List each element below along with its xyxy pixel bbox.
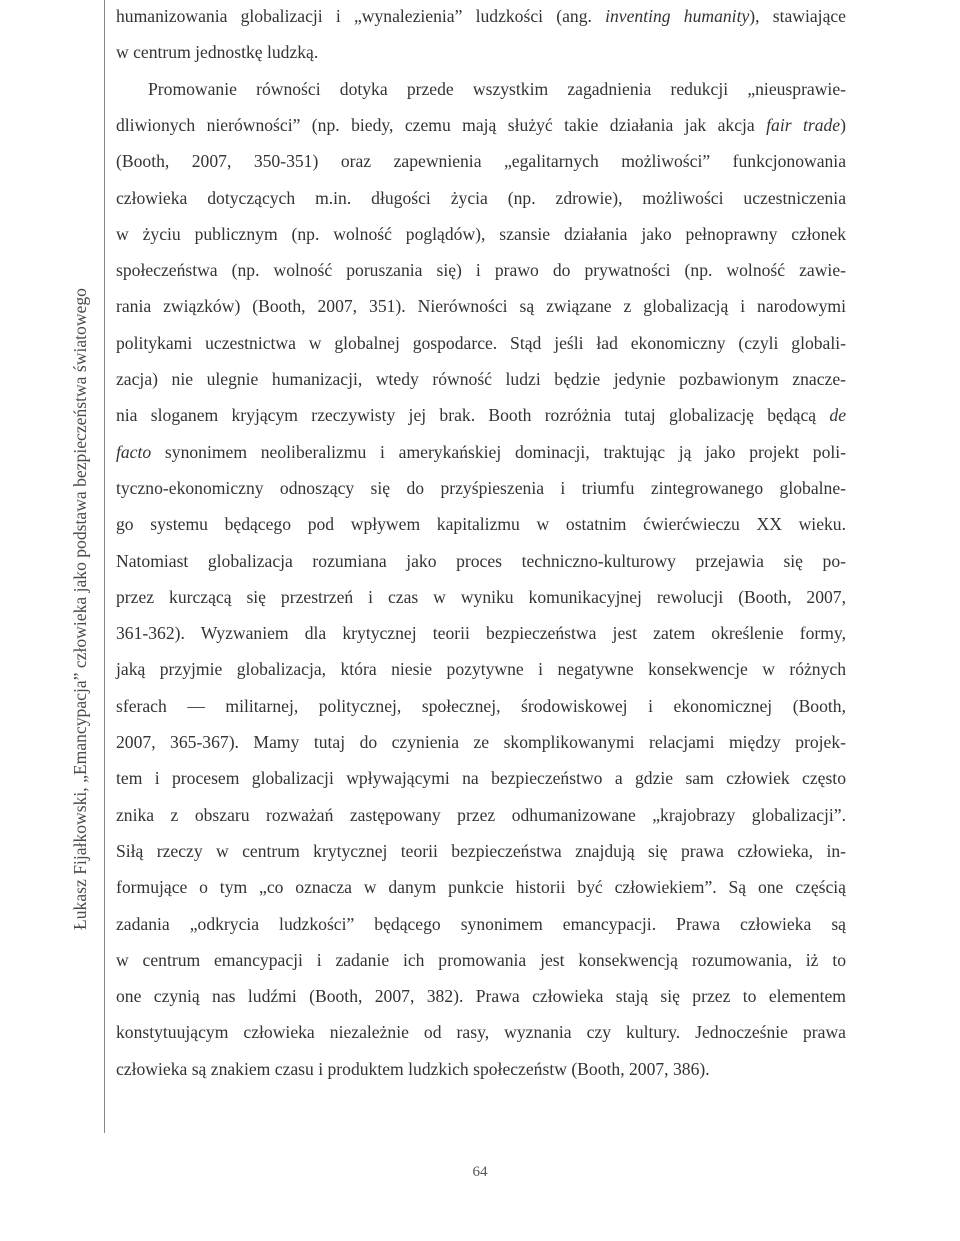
- text-line: [116, 547, 846, 575]
- text-line: [116, 438, 846, 466]
- text-line: [116, 75, 846, 103]
- text-line: [116, 256, 846, 284]
- text-run: rania związków) (Booth, 2007, 351). Nierówności są związane z globalizacją i narodowymi: [116, 296, 846, 317]
- text-line: [116, 764, 846, 792]
- text-run: humanizowania globalizacji i „wynalezienia” ludzkości (ang.: [116, 6, 606, 26]
- text-line: [116, 510, 846, 538]
- text-line: [116, 1018, 846, 1046]
- running-header: Łukasz Fijałkowski, „Emancypacja” człowieka jako podstawa bezpieczeństwa światowego: [70, 288, 90, 930]
- text-run: go systemu będącego pod wpływem kapitalizmu w ostatnim ćwierćwieczu XX wieku.: [116, 514, 846, 535]
- text-run: Promowanie równości dotyka przede wszystkim zagadnienia redukcji „nieusprawie-: [148, 78, 846, 99]
- text-line: [116, 801, 846, 829]
- text-run: w życiu publicznym (np. wolność poglądów), szansie działania jako pełnoprawny członek: [116, 223, 846, 244]
- text-run: nia sloganem kryjącym rzeczywisty jej brak. Booth rozróżnia tutaj globalizację będącą: [116, 405, 830, 426]
- text-run: człowieka są znakiem czasu i produktem ludzkich społeczeństw (Booth, 2007, 386).: [116, 1058, 710, 1079]
- text-run: 361-362). Wyzwaniem dla krytycznej teorii bezpieczeństwa jest zatem określenie formy,: [116, 623, 846, 644]
- text-line: [116, 2, 846, 30]
- text-run: ): [840, 114, 846, 135]
- text-line: [116, 401, 846, 429]
- text-run: ), stawiające: [749, 6, 846, 26]
- text-line: [116, 365, 846, 393]
- text-line: [116, 220, 846, 248]
- text-run: synonimem neoliberalizmu i amerykańskiej dominacji, traktując ją jako projekt poli-: [151, 441, 846, 462]
- italic-text: de: [829, 405, 846, 426]
- text-run: w centrum emancypacji i zadanie ich promowania jest konsekwencją rozumowania, iż to: [116, 949, 846, 970]
- italic-text: fair trade: [766, 114, 841, 135]
- text-line: [116, 474, 846, 502]
- text-run: sferach — militarnej, politycznej, społecznej, środowiskowej i ekonomicznej (Booth,: [116, 695, 846, 716]
- text-run: człowieka dotyczących m.in. długości życia (np. zdrowie), możliwości uczestniczenia: [116, 187, 846, 208]
- text-run: dliwionych nierówności” (np. biedy, czemu mają służyć takie działania jak akcja: [116, 114, 767, 135]
- text-run: w centrum jednostkę ludzką.: [116, 42, 319, 63]
- text-line: [116, 38, 846, 66]
- text-run: tem i procesem globalizacji wpływającymi na bezpieczeństwo a gdzie sam człowiek często: [116, 768, 846, 789]
- text-line: [116, 982, 846, 1010]
- text-run: formujące o tym „co oznacza w danym punkcie historii być człowiekiem”. Są one częścią: [116, 877, 846, 898]
- text-run: (Booth, 2007, 350-351) oraz zapewnienia „egalitarnych możliwości” funkcjonowania: [116, 151, 846, 172]
- text-line: [116, 329, 846, 357]
- text-run: przez kurczącą się przestrzeń i czas w wyniku komunikacyjnej rewolucji (Booth, 2007,: [116, 586, 846, 607]
- text-run: konstytuującym człowieka niezależnie od rasy, wyznania czy kultury. Jednocześnie prawa: [116, 1022, 846, 1043]
- text-line: [116, 655, 846, 683]
- text-line: [116, 583, 846, 611]
- text-line: [116, 837, 846, 865]
- text-line: [116, 1055, 846, 1083]
- text-run: zacja) nie ulegnie humanizacji, wtedy równość ludzi będzie jedynie pozbawionym znacze-: [116, 369, 846, 389]
- text-line: [116, 147, 846, 175]
- text-run: tyczno-ekonomiczny odnoszący się do przyśpieszenia i triumfu zintegrowanego globalne-: [116, 477, 846, 498]
- text-run: społeczeństwa (np. wolność poruszania się) i prawo do prywatności (np. wolność zawie-: [116, 260, 846, 281]
- italic-text: facto: [116, 441, 152, 462]
- text-run: 2007, 365-367). Mamy tutaj do czynienia ze skomplikowanymi relacjami między projek-: [116, 732, 846, 752]
- text-line: [116, 873, 846, 901]
- text-line: [116, 910, 846, 938]
- text-line: [116, 111, 846, 139]
- text-run: zadania „odkrycia ludzkości” będącego synonimem emancypacji. Prawa człowieka są: [116, 913, 846, 934]
- text-run: Natomiast globalizacja rozumiana jako proces techniczno-kulturowy przejawia się po-: [116, 550, 846, 571]
- text-run: Siłą rzeczy w centrum krytycznej teorii bezpieczeństwa znajdują się prawa człowieka, in-: [116, 840, 846, 861]
- text-run: znika z obszaru rozważań zastępowany przez odhumanizowane „krajobrazy globalizacji”.: [116, 804, 846, 825]
- page-number: 64: [472, 1164, 488, 1180]
- text-run: jaką przyjmie globalizacja, która niesie pozytywne i negatywne konsekwencje w różnych: [116, 659, 846, 680]
- text-line: [116, 728, 846, 756]
- margin-rule: [104, 0, 105, 1133]
- text-run: one czynią nas ludźmi (Booth, 2007, 382). Prawa człowieka stają się przez to elementem: [116, 986, 846, 1007]
- text-line: [116, 619, 846, 647]
- italic-text: inventing humanity: [605, 6, 750, 26]
- text-line: [116, 946, 846, 974]
- text-run: politykami uczestnictwa w globalnej gospodarce. Stąd jeśli ład ekonomiczny (czyli globali-: [116, 332, 846, 353]
- text-line: [116, 292, 846, 320]
- text-line: [116, 692, 846, 720]
- text-line: [116, 184, 846, 212]
